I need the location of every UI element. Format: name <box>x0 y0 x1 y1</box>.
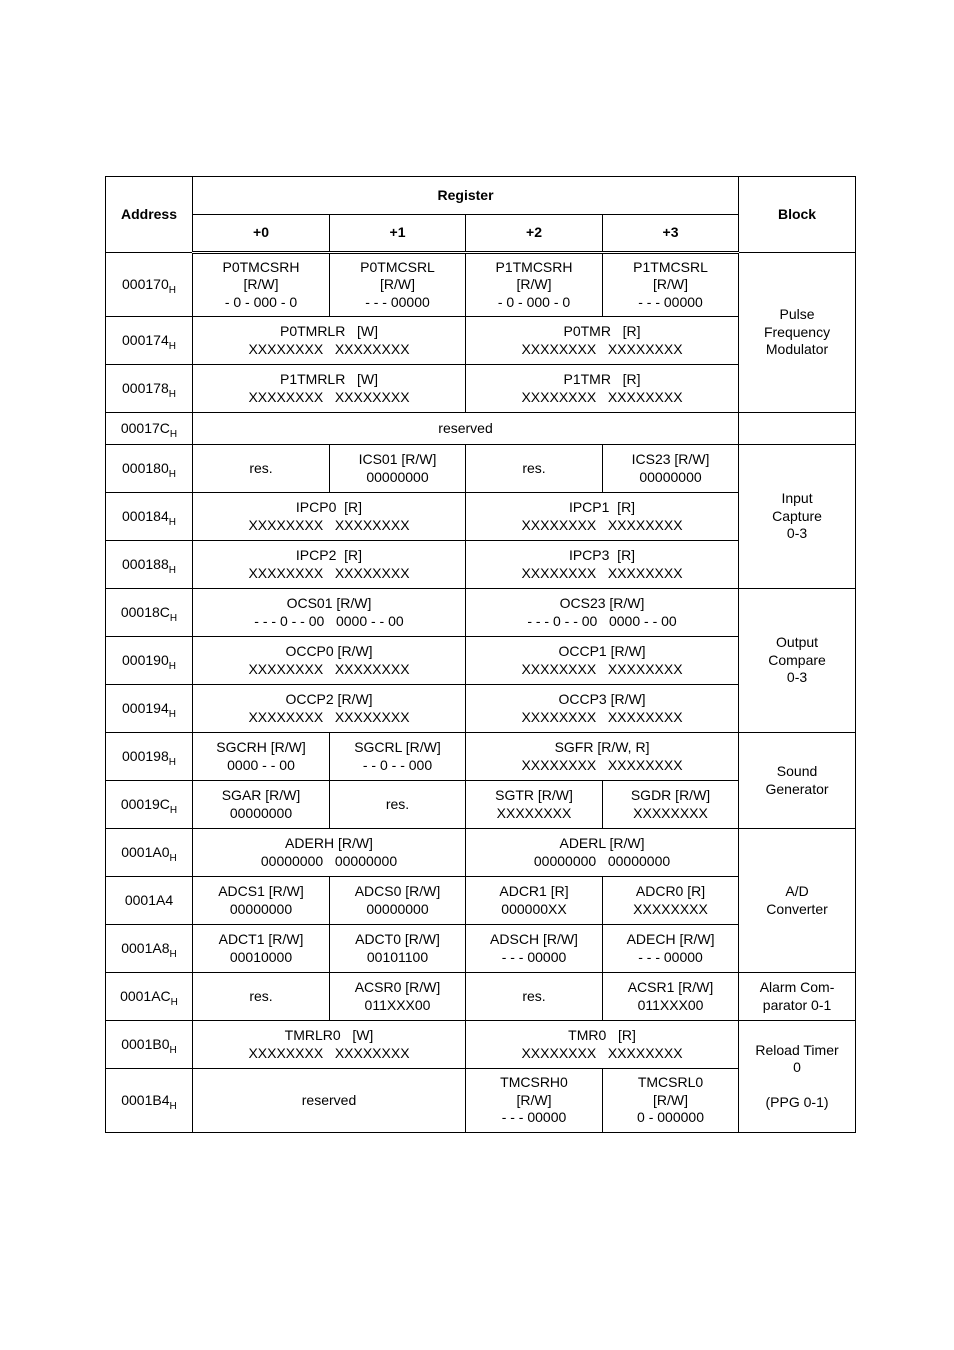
header-row <box>106 177 856 215</box>
register-cell: ICS01 [R/W] 00000000 <box>330 445 466 493</box>
register-cell: SGTR [R/W] XXXXXXXX <box>466 781 603 829</box>
offset-header: +0 <box>193 215 330 253</box>
address-cell: $00019C_H$ <box>106 781 193 829</box>
register-map-table <box>105 176 856 1133</box>
address-cell: $000174_H$ <box>106 317 193 365</box>
register-cell: IPCP2 [R] XXXXXXXX XXXXXXXX <box>193 541 466 589</box>
register-cell: IPCP0 [R] XXXXXXXX XXXXXXXX <box>193 493 466 541</box>
reserved-cell: res. <box>330 781 466 829</box>
register-cell: TMRLR0 [W] XXXXXXXX XXXXXXXX <box>193 1021 466 1069</box>
register-cell: SGDR [R/W] XXXXXXXX <box>603 781 739 829</box>
register-cell: ADSCH [R/W] - - - 00000 <box>466 925 603 973</box>
offset-header: +1 <box>330 215 466 253</box>
reserved-cell: res. <box>466 445 603 493</box>
register-cell: OCS23 [R/W] - - - 0 - - 00 0000 - - 00 <box>466 589 739 637</box>
register-cell: ADERH [R/W] 00000000 00000000 <box>193 829 466 877</box>
register-cell: ACSR1 [R/W] 011XXX00 <box>603 973 739 1021</box>
register-cell: P1TMCSRH [R/W] - 0 - 000 - 0 <box>466 253 603 317</box>
register-cell: SGAR [R/W] 00000000 <box>193 781 330 829</box>
block-cell-input-capture: Input Capture 0-3 <box>739 445 856 589</box>
register-cell: ADCR0 [R] XXXXXXXX <box>603 877 739 925</box>
register-cell: ADCS1 [R/W] 00000000 <box>193 877 330 925</box>
register-cell: OCS01 [R/W] - - - 0 - - 00 0000 - - 00 <box>193 589 466 637</box>
address-cell: $0001A0_H$ <box>106 829 193 877</box>
offset-header: +2 <box>466 215 603 253</box>
table-row <box>106 829 856 877</box>
register-cell: OCCP2 [R/W] XXXXXXXX XXXXXXXX <box>193 685 466 733</box>
table-row <box>106 445 856 493</box>
address-cell: $000194_H$ <box>106 685 193 733</box>
block-cell-sound-generator: Sound Generator <box>739 733 856 829</box>
reserved-cell: res. <box>193 973 330 1021</box>
register-cell: ADECH [R/W] - - - 00000 <box>603 925 739 973</box>
address-cell: $000178_H$ <box>106 365 193 413</box>
reserved-cell: res. <box>466 973 603 1021</box>
register-cell: ACSR0 [R/W] 011XXX00 <box>330 973 466 1021</box>
register-cell: TMCSRH0 [R/W] - - - 00000 <box>466 1069 603 1133</box>
register-cell: SGCRH [R/W] 0000 - - 00 <box>193 733 330 781</box>
reserved-cell: reserved <box>193 413 739 445</box>
address-cell: 0001A4 <box>106 877 193 925</box>
register-cell: ADERL [R/W] 00000000 00000000 <box>466 829 739 877</box>
register-cell: OCCP0 [R/W] XXXXXXXX XXXXXXXX <box>193 637 466 685</box>
register-cell: P0TMRLR [W] XXXXXXXX XXXXXXXX <box>193 317 466 365</box>
block-cell-alarm-comparator: Alarm Com- parator 0-1 <box>739 973 856 1021</box>
address-cell: $0001B0_H$ <box>106 1021 193 1069</box>
register-cell: IPCP1 [R] XXXXXXXX XXXXXXXX <box>466 493 739 541</box>
register-cell: ICS23 [R/W] 00000000 <box>603 445 739 493</box>
block-cell-pulse-frequency-modulator: Pulse Frequency Modulator <box>739 253 856 413</box>
address-cell: $000190_H$ <box>106 637 193 685</box>
register-header: Register <box>193 177 739 215</box>
register-cell: P1TMR [R] XXXXXXXX XXXXXXXX <box>466 365 739 413</box>
register-cell: P0TMR [R] XXXXXXXX XXXXXXXX <box>466 317 739 365</box>
table-row <box>106 589 856 637</box>
block-cell-reload-timer: Reload Timer 0 (PPG 0-1) <box>739 1021 856 1133</box>
block-cell-empty <box>739 413 856 445</box>
register-cell: P0TMCSRH [R/W] - 0 - 000 - 0 <box>193 253 330 317</box>
address-cell: $0001AC_H$ <box>106 973 193 1021</box>
block-cell-ad-converter: A/D Converter <box>739 829 856 973</box>
register-cell: OCCP1 [R/W] XXXXXXXX XXXXXXXX <box>466 637 739 685</box>
address-cell: $00018C_H$ <box>106 589 193 637</box>
address-cell: $000184_H$ <box>106 493 193 541</box>
table-row <box>106 413 856 445</box>
address-cell: $000180_H$ <box>106 445 193 493</box>
offset-header: +3 <box>603 215 739 253</box>
table-row <box>106 973 856 1021</box>
register-cell: ADCT1 [R/W] 00010000 <box>193 925 330 973</box>
register-cell: TMR0 [R] XXXXXXXX XXXXXXXX <box>466 1021 739 1069</box>
block-cell-output-compare: Output Compare 0-3 <box>739 589 856 733</box>
address-cell: $0001B4_H$ <box>106 1069 193 1133</box>
address-cell: $000170_H$ <box>106 253 193 317</box>
register-cell: P0TMCSRL [R/W] - - - 00000 <box>330 253 466 317</box>
address-cell: $000188_H$ <box>106 541 193 589</box>
register-cell: P1TMRLR [W] XXXXXXXX XXXXXXXX <box>193 365 466 413</box>
register-cell: ADCT0 [R/W] 00101100 <box>330 925 466 973</box>
table-row <box>106 253 856 317</box>
block-header: Block <box>739 177 856 253</box>
address-header: Address <box>106 177 193 253</box>
address-cell: $0001A8_H$ <box>106 925 193 973</box>
register-cell: ADCR1 [R] 000000XX <box>466 877 603 925</box>
reserved-cell: res. <box>193 445 330 493</box>
table-row <box>106 1021 856 1069</box>
address-cell: $00017C_H$ <box>106 413 193 445</box>
register-cell: OCCP3 [R/W] XXXXXXXX XXXXXXXX <box>466 685 739 733</box>
reserved-cell: reserved <box>193 1069 466 1133</box>
register-cell: SGFR [R/W, R] XXXXXXXX XXXXXXXX <box>466 733 739 781</box>
table-row <box>106 733 856 781</box>
address-cell: $000198_H$ <box>106 733 193 781</box>
register-cell: SGCRL [R/W] - - 0 - - 000 <box>330 733 466 781</box>
register-cell: P1TMCSRL [R/W] - - - 00000 <box>603 253 739 317</box>
register-cell: IPCP3 [R] XXXXXXXX XXXXXXXX <box>466 541 739 589</box>
register-cell: ADCS0 [R/W] 00000000 <box>330 877 466 925</box>
register-cell: TMCSRL0 [R/W] 0 - 000000 <box>603 1069 739 1133</box>
